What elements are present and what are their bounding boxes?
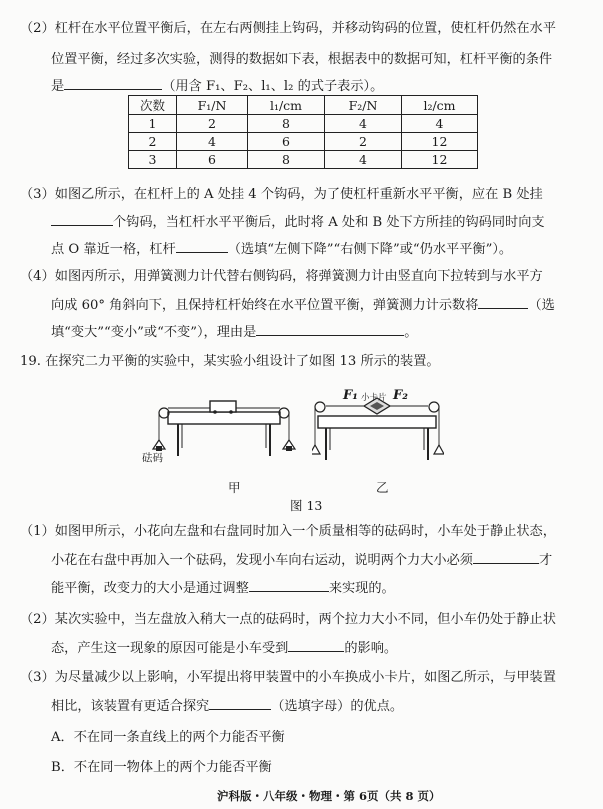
q19-option-blank[interactable] — [209, 697, 271, 710]
q19-intro: 19. 在探究二力平衡的实验中，某实验小组设计了如图 13 所示的装置。 — [20, 354, 440, 369]
q4-line-2-prefix: 向成 60° 角斜向下，且保持杠杆始终在水平位置平衡，弹簧测力计示数将 — [51, 298, 479, 313]
q19-p1-line-3-prefix: 能平衡，改变力的大小是通过调整 — [51, 581, 249, 596]
q4-line-2 — [51, 296, 555, 315]
force-f1-label: F₁ — [343, 388, 358, 403]
q2-line-3-prefix: 是 — [51, 79, 65, 94]
table-cell: 2 — [129, 133, 177, 151]
sub-label-yi: 乙 — [376, 480, 389, 495]
q19-p1-line-2 — [51, 551, 552, 570]
q3-line-3-prefix: 点 O 靠近一格，杠杆 — [51, 242, 176, 257]
sub-label-jia: 甲 — [228, 480, 241, 495]
q3-line-1: （3）如图乙所示，在杠杆上的 A 处挂 4 个钩码，为了使杠杆重新水平平衡，应在 B 处挂 — [20, 187, 543, 202]
table-cell: 6 — [248, 133, 325, 151]
table-cell: 4 — [325, 151, 402, 169]
q19-friction-blank[interactable] — [288, 639, 344, 652]
q4-line-3-suffix: 。 — [404, 325, 418, 340]
table-cell: 6 — [177, 151, 248, 169]
q19-adjust-blank[interactable] — [249, 579, 329, 592]
card-label: 小卡片 — [361, 393, 387, 403]
q19-p1-line-2-suffix: 才 — [539, 553, 553, 568]
force-f2-label: F₂ — [393, 388, 408, 403]
q2-line-1: （2）杠杆在水平位置平衡后，在左右两侧挂上钩码，并移动钩码的位置，使杠杆仍然在水平 — [20, 21, 556, 36]
figure-caption: 图 13 — [290, 498, 323, 513]
q19-p3-line-2-suffix: （选填字母）的优点。 — [271, 699, 404, 714]
table-header-cell: 次数 — [129, 96, 177, 115]
q2-line-3-suffix: （用含 F₁、F₂、l₁、l₂ 的式子表示）。 — [162, 79, 384, 94]
page-footer: 沪科版・八年级・物理・第 6页（共 8 页） — [217, 789, 441, 803]
table-row — [129, 151, 478, 169]
table-cell: 12 — [402, 133, 478, 151]
table-cell: 4 — [177, 133, 248, 151]
table-row — [129, 133, 478, 151]
table-header-row — [129, 96, 478, 115]
option-b: B．不在同一物体上的两个力能否平衡 — [51, 760, 272, 775]
weight-label: 砝码 — [142, 452, 163, 464]
q19-p2-line-2-suffix: 的影响。 — [344, 641, 398, 656]
q4-line-3-prefix: 填“变大”“变小”或“不变”），理由是 — [51, 325, 257, 340]
q2-line-2: 位置平衡，经过多次实验，测得的数据如下表，根据表中的数据可知，杠杆平衡的条件 — [51, 52, 553, 67]
table-cell: 8 — [248, 151, 325, 169]
q2-answer-blank[interactable] — [64, 77, 162, 90]
table-header-cell: F₁/N — [177, 96, 248, 115]
table-cell: 3 — [129, 151, 177, 169]
data-table — [128, 95, 478, 169]
table-row — [129, 115, 478, 133]
table-header-cell: l₂/cm — [402, 96, 478, 115]
q3-line-2 — [51, 213, 545, 232]
table-cell: 4 — [325, 115, 402, 133]
q19-p2-line-2 — [51, 639, 397, 658]
q3-lever-blank[interactable] — [176, 240, 228, 253]
q19-p2-line-1: （2）某次实验中，当左盘放入稍大一点的砝码时，两个拉力大小不同，但小车仍处于静止状 — [20, 612, 556, 627]
q19-p1-line-2-prefix: 小花在右盘中再加入一个砝码，发现小车向右运动，说明两个力大小必须 — [51, 553, 473, 568]
q19-p1-line-3-suffix: 来实现的。 — [328, 581, 395, 596]
q19-p1-line-3 — [51, 579, 395, 598]
q19-p1-line-1: （1）如图甲所示，小花向左盘和右盘同时加入一个质量相等的砝码时，小车处于静止状态， — [20, 524, 556, 539]
q19-p3-line-2 — [51, 697, 403, 716]
table-cell: 2 — [325, 133, 402, 151]
q19-p3-line-1: （3）为尽量减少以上影响，小军提出将甲装置中的小车换成小卡片，如图乙所示，与甲装置 — [20, 670, 556, 685]
table-cell: 2 — [177, 115, 248, 133]
q19-p3-line-2-prefix: 相比，该装置有更适合探究 — [51, 699, 210, 714]
q19-equal-blank[interactable] — [473, 551, 539, 564]
q4-reading-blank[interactable] — [478, 296, 528, 309]
option-a: A．不在同一条直线上的两个力能否平衡 — [51, 730, 285, 745]
table-cell: 8 — [248, 115, 325, 133]
q3-count-blank[interactable] — [51, 213, 113, 226]
q4-line-1: （4）如图丙所示，用弹簧测力计代替右侧钩码，将弹簧测力计由竖直向下拉转到与水平方 — [20, 269, 543, 284]
q2-line-3 — [51, 77, 383, 96]
q3-line-3 — [51, 240, 512, 259]
q4-line-2-suffix: （选 — [528, 298, 555, 313]
q3-line-2-suffix: 个钩码，当杠杆水平平衡后，此时将 A 处和 B 处下方所挂的钩码同时向支 — [113, 215, 545, 230]
figure-jia-apparatus — [148, 394, 298, 484]
table-cell: 1 — [129, 115, 177, 133]
table-cell: 12 — [402, 151, 478, 169]
q3-line-3-suffix: （选填“左侧下降”“右侧下降”或“仍水平平衡”）。 — [227, 242, 513, 257]
table-header-cell: F₂/N — [325, 96, 402, 115]
q4-reason-blank[interactable] — [256, 323, 404, 336]
table-cell: 4 — [402, 115, 478, 133]
table-header-cell: l₁/cm — [248, 96, 325, 115]
q4-line-3 — [51, 323, 417, 342]
q19-p2-line-2-prefix: 态，产生这一现象的原因可能是小车受到 — [51, 641, 289, 656]
